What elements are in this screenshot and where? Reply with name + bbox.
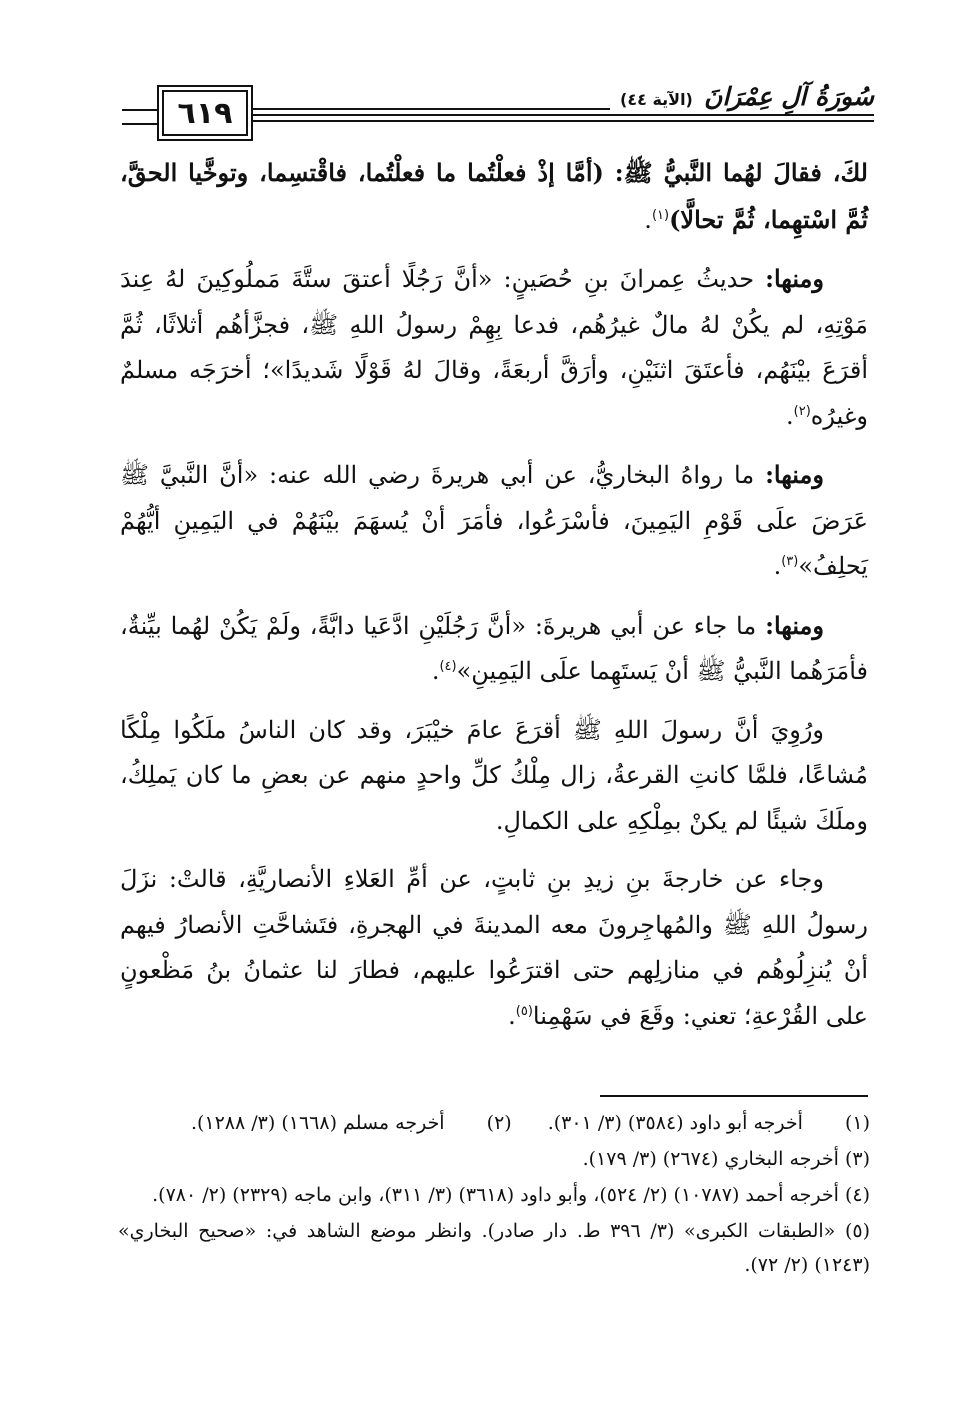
paragraph-end: . (508, 1001, 516, 1030)
footnote-item (191, 1106, 512, 1140)
surah-heading (610, 82, 874, 111)
paragraph-text: ورُوِيَ أنَّ رسولَ اللهِ ﷺ أقرَعَ عامَ خيْبَرَ، وقد كان الناسُ ملَكُوا مِلْكًا مُشاعًا، فلمَّا كانتِ القرعةُ، زال مِلْكُ كلِّ واحدٍ منهم عن بعضِ ما كان يَملِكُ، وملَكَ شيئًا لم يكنْ بمِلْكِهِ على الكمالِ. (120, 715, 868, 835)
paragraph (120, 603, 868, 695)
footnote-separator (600, 1095, 868, 1097)
footnote-item (118, 1178, 870, 1212)
footnote-number: (٢) (486, 1112, 512, 1134)
footnote-marker: (١) (651, 207, 670, 223)
paragraph-text: ما جاء عن أبي هريرةَ: «أنَّ رَجُلَيْنِ ادَّعَيا دابَّةً، ولَمْ يَكُنْ لهُما بيِّنةٌ، فأمَرَهُما النَّبيُّ ﷺ أنْ يَستَهِما علَى اليَمِينِ» (120, 611, 868, 685)
footnote-item (548, 1106, 870, 1140)
footnote-marker: (٤) (439, 659, 457, 674)
paragraph-text: حديثُ عِمرانَ بنِ حُصَينٍ: «أنَّ رَجُلًا أعتقَ ستَّةَ مَملُوكِينَ لهُ عِندَ مَوْتِهِ، لم يكُنْ لهُ مالٌ غيرُهُم، فدعا بِهِمْ رسولُ اللهِ ﷺ، فجزَّأهُم أثلاثًا، ثُمَّ أقرَعَ بيْنَهُم، فأعتَقَ اثنَيْنِ، وأرَقَّ أربعَةً، وقالَ لهُ قَوْلًا شَديدًا»؛ أخرَجَه مسلمٌ وغيرُه (120, 265, 869, 430)
ayah-reference: (الآية ٤٤) (620, 90, 693, 109)
footnote-marker: (٥) (515, 1003, 533, 1019)
paragraph-lead: ومنها: (765, 264, 824, 293)
footnote-number: (٣) (844, 1148, 870, 1170)
footnote-text: أخرجه مسلم (١٦٦٨) (٣/ ١٢٨٨). (190, 1112, 445, 1134)
paragraph-end: . (786, 401, 794, 430)
footnote-item (118, 1214, 870, 1282)
footnote-marker: (٣) (781, 554, 799, 569)
footnote-text: «الطبقات الكبرى» (٣/ ٣٩٦ ط. دار صادر). وانظر موضع الشاهد في: «صحيح البخاري» (١٢٤٣) (٢/ ٧٢). (118, 1220, 870, 1276)
paragraph (120, 452, 868, 590)
paragraph-lead: ومنها: (765, 610, 824, 640)
paragraph-text: ما رواهُ البخاريُّ، عن أبي هريرةَ رضي الله عنه: «أنَّ النَّبيَّ ﷺ عَرَضَ علَى قَوْمِ اليَمِينَ، فأسْرَعُوا، فأمَرَ أنْ يُسهَمَ بيْنَهُمْ في اليَمِينِ أيُّهُمْ يَحلِفُ» (120, 461, 868, 580)
paragraph (120, 708, 868, 845)
footnote-item (118, 1142, 870, 1176)
footnote-number: (٤) (844, 1184, 870, 1206)
footnotes (118, 1106, 870, 1284)
paragraph-end: . (431, 657, 440, 685)
paragraph (120, 256, 868, 439)
paragraph (120, 857, 868, 1039)
main-text (120, 150, 868, 1052)
footnote-marker: (٢) (793, 403, 811, 419)
footnote-number: (١) (844, 1112, 870, 1134)
paragraph-end: . (773, 552, 782, 580)
page-number: ٦١٩ (162, 90, 248, 136)
footnote-row (118, 1106, 870, 1140)
surah-title: سُورَةُ آلِ عِمْرَانَ (703, 82, 874, 111)
footnote-text: أخرجه أحمد (١٠٧٨٧) (٢/ ٥٢٤)، وأبو داود (٣٦١٨) (٣/ ٣١١)، وابن ماجه (٢٣٢٩) (٢/ ٧٨٠). (152, 1184, 839, 1206)
paragraph (120, 150, 868, 243)
paragraph-end: . (644, 205, 652, 234)
running-header (122, 82, 874, 144)
footnote-text: أخرجه البخاري (٢٦٧٤) (٣/ ١٧٩). (582, 1148, 839, 1170)
paragraph-lead: ومنها: (765, 460, 824, 489)
footnote-text: أخرجه أبو داود (٣٥٨٤) (٣/ ٣٠١). (547, 1112, 803, 1134)
paragraph-text: لكَ، فقالَ لهُما النَّبيُّ ﷺ: (أمَّا إذْ فعلْتُما ما فعلْتُما، فاقْتسِما، وتوخَّيا الحقَّ، ثُمَّ اسْتهِما، ثُمَّ تحالَّا) (120, 158, 868, 234)
footnote-number: (٥) (844, 1220, 870, 1242)
paragraph-text: وجاء عن خارجةَ بنِ زيدِ بنِ ثابتٍ، عن أمِّ العَلاءِ الأنصاريَّةِ، قالتْ: نزَلَ رسولُ اللهِ ﷺ والمُهاجِرونَ معه المدينةَ في الهجرةِ، فتَشاحَّتِ الأنصارُ فيهم أنْ يُنزِلُوهُم في منازلِهم حتى اقترَعُوا عليهم، فطارَ لنا عثمانُ بنُ مَظْعونٍ على القُرْعةِ؛ تعني: وقَعَ في سَهْمِنا (120, 865, 868, 1030)
header-left-rule (122, 109, 158, 125)
